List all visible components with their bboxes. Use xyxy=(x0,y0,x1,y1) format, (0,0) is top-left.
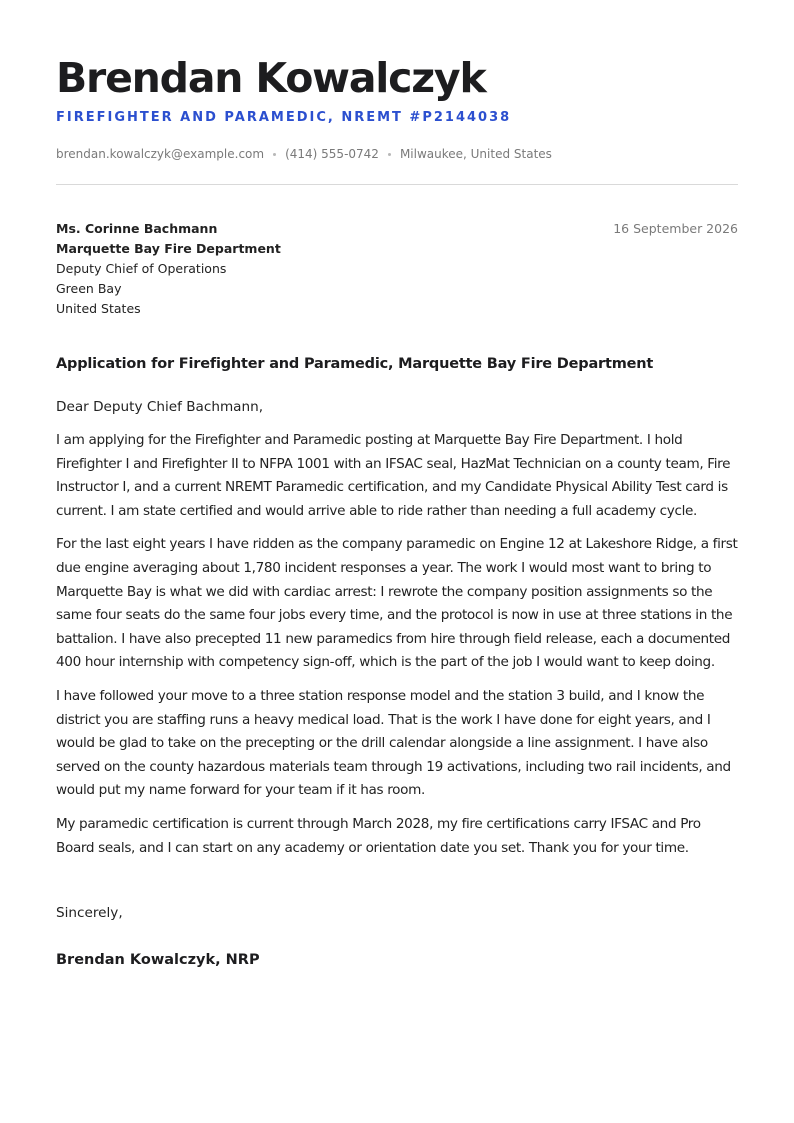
recipient-country: United States xyxy=(56,301,141,316)
recipient-position: Deputy Chief of Operations xyxy=(56,261,227,276)
body-paragraph-3: I have followed your move to a three station response model and the station 3 build, and I know the district you are staffing runs a heavy medical load. That is the work I have done for eight years, and I would be glad to take on the precepting or the drill calendar alongside a line assignment. I have also served on the county hazardous materials team through 19 activations, including two rail incidents, and would put my name forward for your team if it has room. xyxy=(56,687,731,799)
salutation: Dear Deputy Chief Bachmann, xyxy=(56,399,264,415)
closing: Sincerely, xyxy=(56,905,123,922)
separator-dot-icon xyxy=(388,153,391,156)
header-divider xyxy=(56,184,738,185)
letter-subject: Application for Firefighter and Paramedic, Marquette Bay Fire Department xyxy=(56,356,654,372)
recipient-block xyxy=(56,219,281,319)
contact-line xyxy=(56,146,738,162)
contact-email: brendan.kowalczyk@example.com xyxy=(56,147,265,161)
contact-location: Milwaukee, United States xyxy=(399,147,552,161)
body-paragraph-1: I am applying for the Firefighter and Paramedic posting at Marquette Bay Fire Department. I hold Firefighter I and Firefighter II to NFPA 1001 with an IFSAC seal, HazMat Technician on a county team, Fire Instructor I, and a current NREMT Paramedic certification, and my Candidate Physical Ability Test card is current. I am state certified and would arrive able to ride rather than needing a full academy cycle. xyxy=(56,432,731,519)
address-block-row xyxy=(56,219,738,319)
applicant-name: Brendan Kowalczyk xyxy=(56,54,486,102)
body-paragraph-2: For the last eight years I have ridden as the company paramedic on Engine 12 at Lakeshore Ridge, a first due engine averaging about 1,780 incident responses a year. The work I would most want to bring to Marquette Bay is what we did with cardiac arrest: I rewrote the company position assignments so the same four seats do the same four jobs every time, and the protocol is now in use at three stations in the battalion. I have also precepted 11 new paramedics from hire through field release, each a documented 400 hour internship with competency sign-off, which is the part of the job I would want to keep doing. xyxy=(56,536,738,671)
recipient-city: Green Bay xyxy=(56,281,122,296)
signature: Brendan Kowalczyk, NRP xyxy=(56,952,260,969)
body-paragraph-4: My paramedic certification is current through March 2028, my fire certifications carry IFSAC and Pro Board seals, and I can start on any academy or orientation date you set. Thank you for your time. xyxy=(56,815,701,856)
recipient-name: Ms. Corinne Bachmann xyxy=(56,221,218,236)
letter-date: 16 September 2026 xyxy=(613,221,738,236)
separator-dot-icon xyxy=(273,153,276,156)
contact-phone: (414) 555-0742 xyxy=(285,147,379,161)
applicant-title: FIREFIGHTER AND PARAMEDIC, NREMT #P2144038 xyxy=(56,110,512,125)
recipient-organization: Marquette Bay Fire Department xyxy=(56,241,281,256)
